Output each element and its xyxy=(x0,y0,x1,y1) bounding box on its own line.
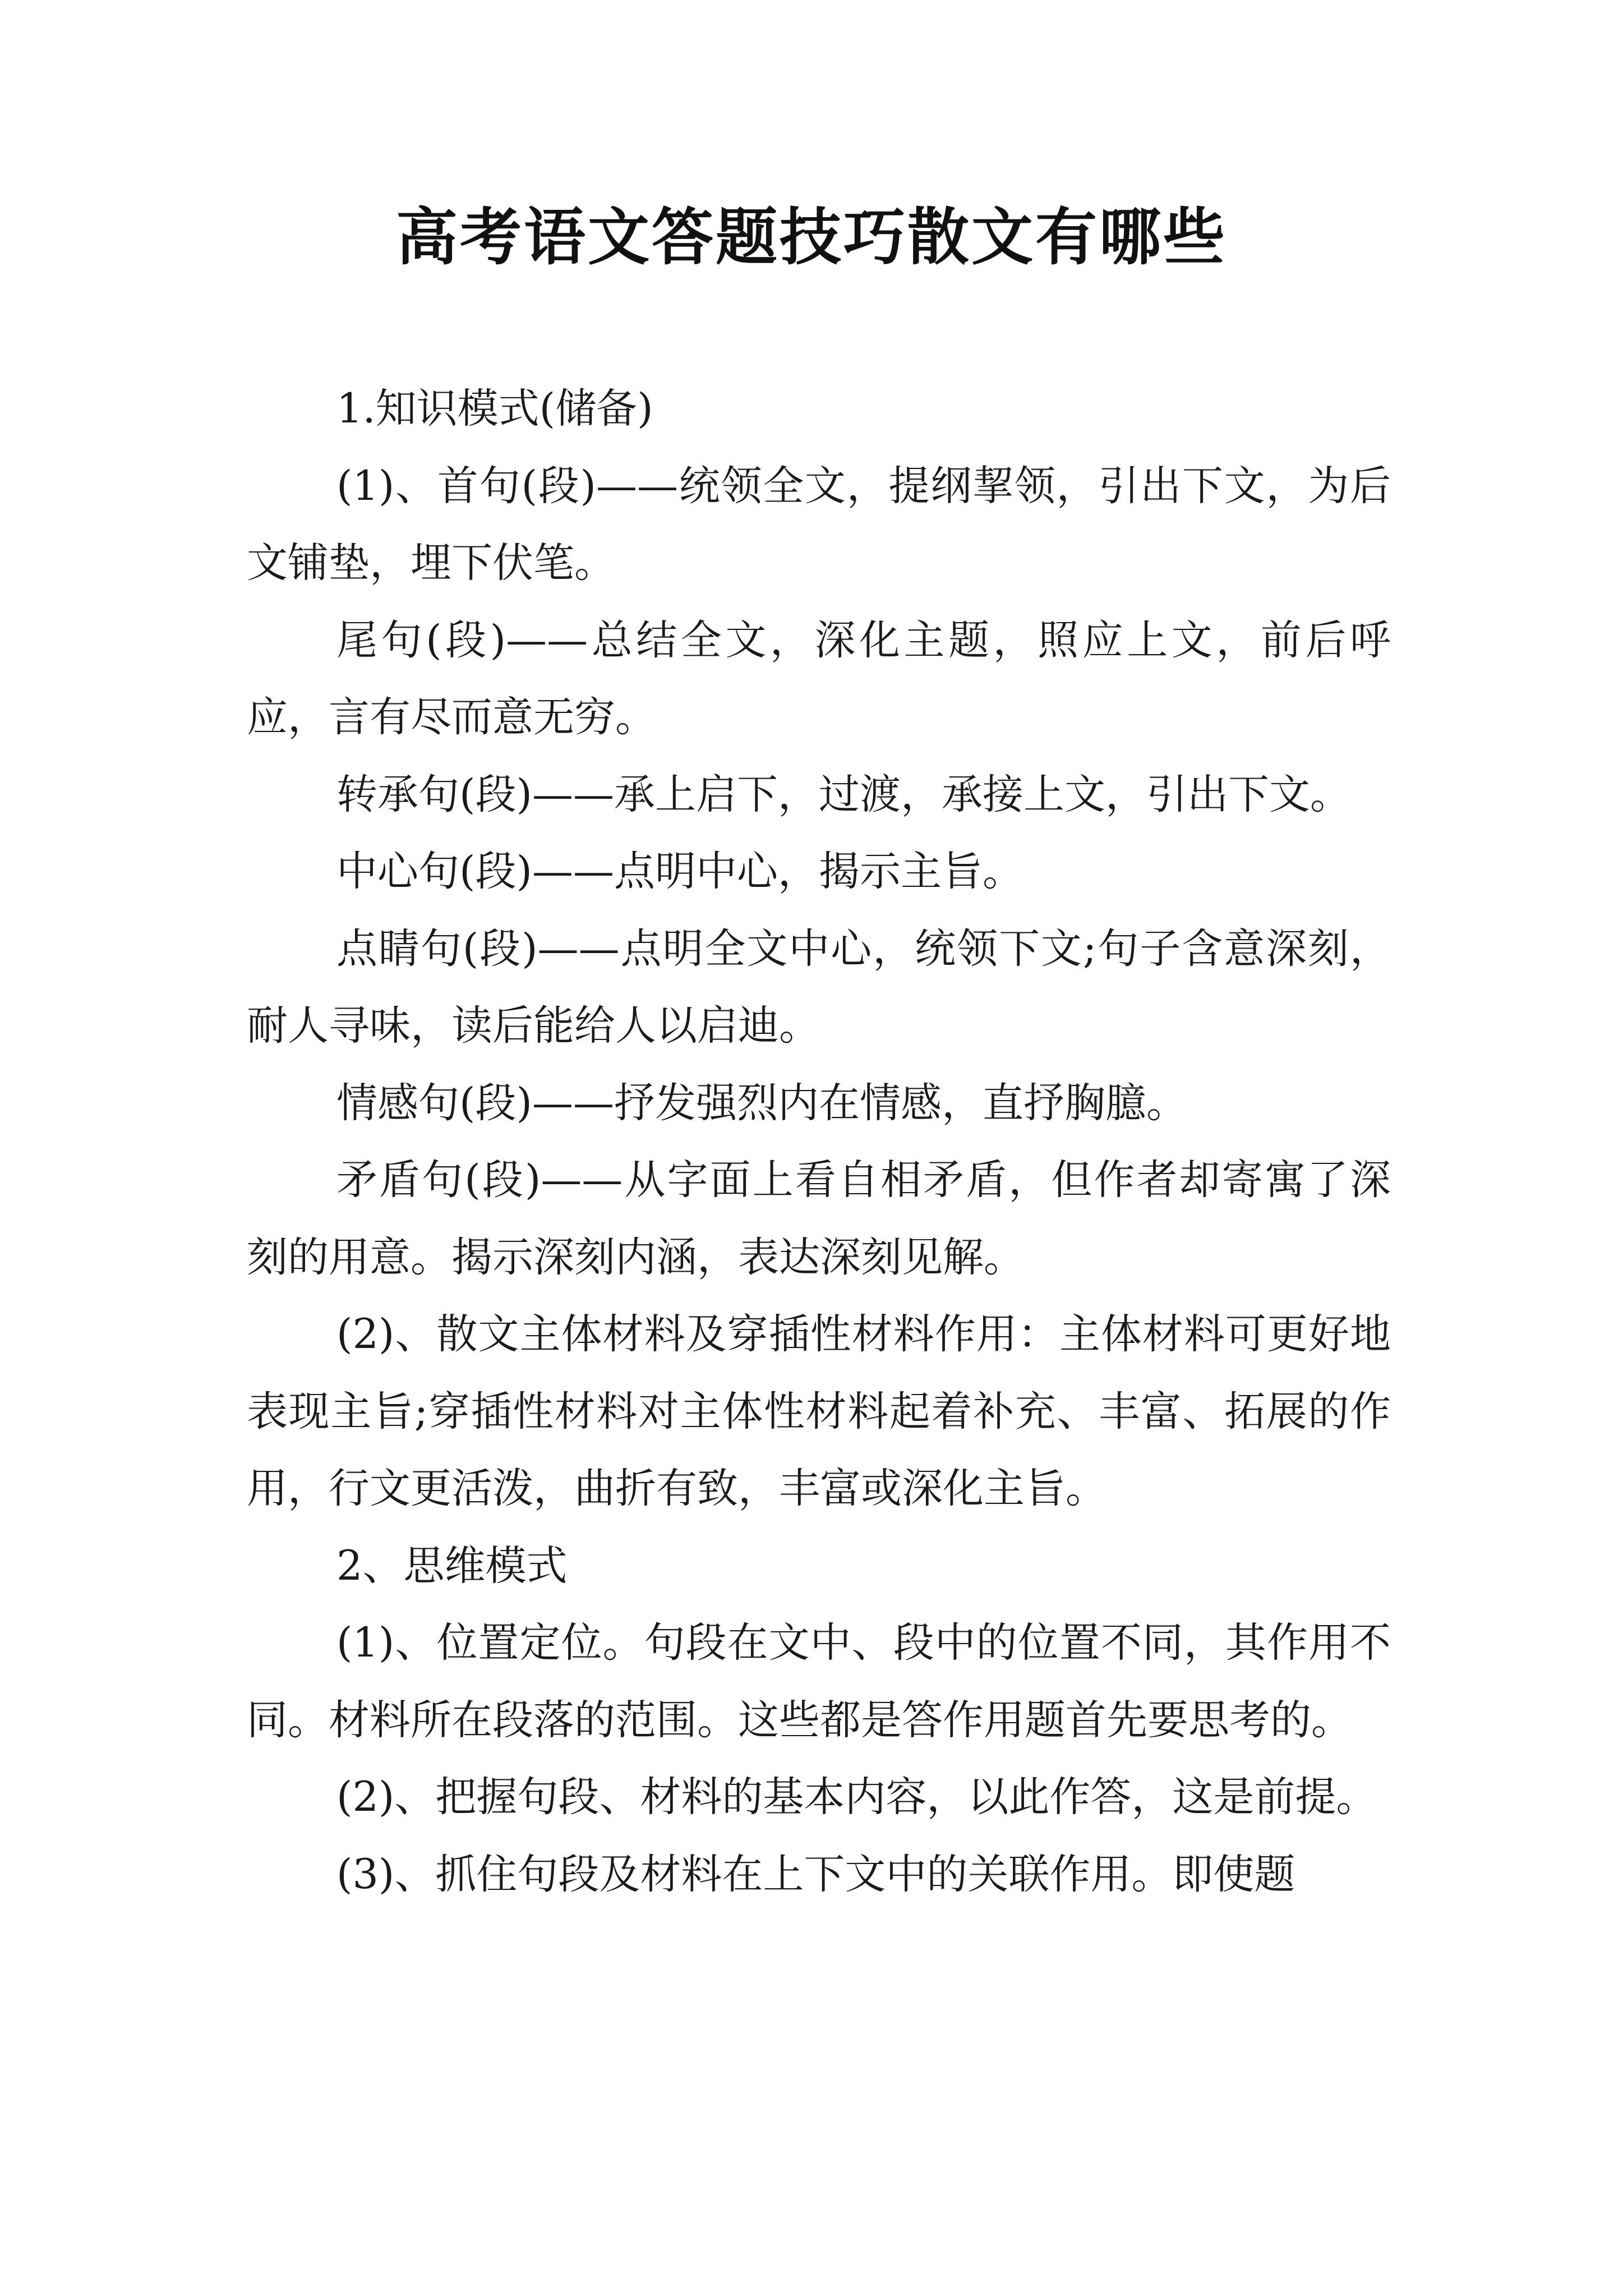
paragraph-material-function: (2)、散文主体材料及穿插性材料作用：主体材料可更好地表现主旨;穿插性材料对主体性材料起着补充、丰富、拓展的作用，行文更活泼，曲折有致，丰富或深化主旨。 xyxy=(247,1310,1391,1512)
paragraph-context: (3)、抓住句段及材料在上下文中的关联作用。即使题 xyxy=(336,1850,1295,1898)
paragraph-emotion-sentence: 情感句(段)——抒发强烈内在情感，直抒胸臆。 xyxy=(336,1079,1187,1127)
document-title: 高考语文答题技巧散文有哪些 xyxy=(396,201,1227,273)
paragraph-position: (1)、位置定位。句段在文中、段中的位置不同，其作用不同。材料所在段落的范围。这些都是答作用题首先要思考的。 xyxy=(247,1619,1391,1744)
paragraph-central-sentence: 中心句(段)——点明中心，揭示主旨。 xyxy=(336,848,1023,895)
paragraph-key-sentence: 点睛句(段)——点明全文中心，统领下文;句子含意深刻，耐人寻味，读后能给人以启迪。 xyxy=(247,924,1391,1050)
paragraph-last-sentence: 尾句(段)——总结全文，深化主题，照应上文，前后呼应，言有尽而意无穷。 xyxy=(247,616,1391,741)
document-body xyxy=(247,370,1391,1913)
paragraph-first-sentence: (1)、首句(段)——统领全文，提纲挈领，引出下文，为后文铺垫，埋下伏笔。 xyxy=(247,462,1391,587)
paragraph-content: (2)、把握句段、材料的基本内容，以此作答，这是前提。 xyxy=(336,1773,1377,1821)
paragraph-contradiction-sentence: 矛盾句(段)——从字面上看自相矛盾，但作者却寄寓了深刻的用意。揭示深刻内涵，表达深刻见解。 xyxy=(247,1156,1391,1281)
paragraph-transition-sentence: 转承句(段)——承上启下，过渡，承接上文，引出下文。 xyxy=(336,770,1351,818)
paragraph-thinking-mode-heading: 2、思维模式 xyxy=(336,1542,568,1590)
paragraph-knowledge-mode-heading: 1.知识模式(储备) xyxy=(336,385,653,432)
